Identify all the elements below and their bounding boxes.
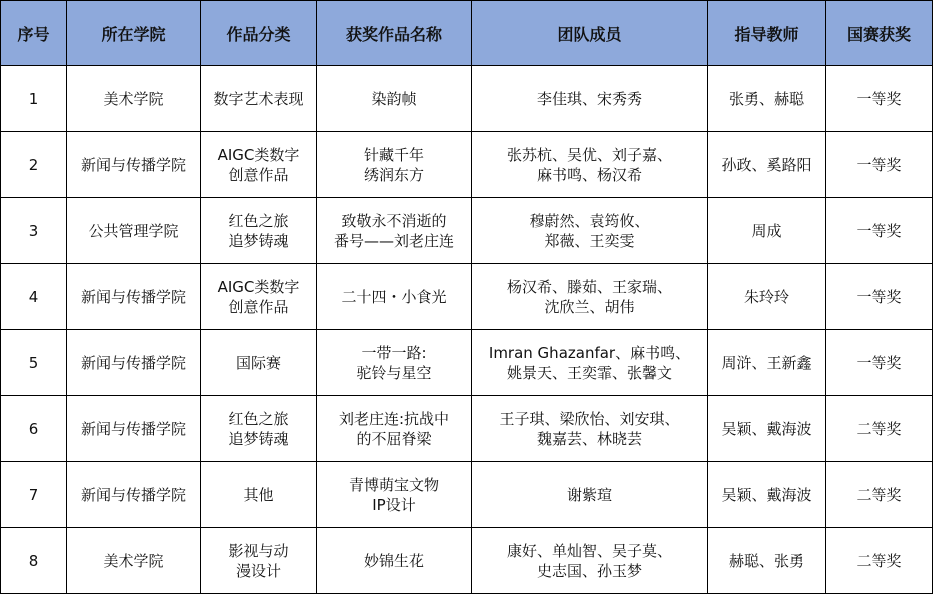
cell-text-line: AIGC类数字 <box>217 277 300 296</box>
cell-text-line: 刘老庄连:抗战中 <box>338 409 450 428</box>
cell-award: 二等奖 <box>826 462 933 528</box>
cell-work-title <box>317 528 472 594</box>
cell-college <box>67 528 201 594</box>
cell-text-line: 沈欣兰、胡伟 <box>544 297 635 316</box>
cell-text-line: 致敬永不消逝的 <box>341 211 447 230</box>
cell-advisors <box>708 132 826 198</box>
cell-text-line: 王子琪、梁欣怡、刘安琪、 <box>499 409 680 428</box>
cell-text-line: 红色之旅 <box>228 409 289 428</box>
cell-text-line: 赫聪、张勇 <box>728 551 804 570</box>
cell-text-line: 康好、单灿智、吴子莫、 <box>506 541 672 560</box>
cell-text-line: 新闻与传播学院 <box>80 287 186 306</box>
cell-text-line: 朱玲玲 <box>743 287 789 306</box>
cell-category <box>201 396 317 462</box>
cell-index: 5 <box>1 330 67 396</box>
cell-text-line: 红色之旅 <box>228 211 289 230</box>
cell-text-line: 新闻与传播学院 <box>80 485 186 504</box>
cell-text-line: 姚景天、王奕霏、张馨文 <box>506 363 672 382</box>
table-row <box>1 132 933 198</box>
table-row <box>1 528 933 594</box>
cell-category <box>201 462 317 528</box>
cell-college <box>67 396 201 462</box>
cell-text-line: 周浒、王新鑫 <box>721 353 812 372</box>
cell-team-members <box>472 462 708 528</box>
table-row <box>1 66 933 132</box>
cell-advisors <box>708 330 826 396</box>
table-header <box>1 1 933 66</box>
cell-team-members <box>472 330 708 396</box>
cell-text-line: 美术学院 <box>103 551 164 570</box>
cell-index: 3 <box>1 198 67 264</box>
cell-advisors <box>708 264 826 330</box>
cell-text-line: 吴颖、戴海波 <box>721 485 812 504</box>
cell-text-line: 染韵帧 <box>371 89 417 108</box>
cell-college <box>67 462 201 528</box>
cell-team-members <box>472 198 708 264</box>
cell-team-members <box>472 528 708 594</box>
cell-text-line: Imran Ghazanfar、麻书鸣、 <box>488 343 691 362</box>
cell-index: 7 <box>1 462 67 528</box>
cell-text-line: 绣润东方 <box>363 165 424 184</box>
cell-work-title <box>317 66 472 132</box>
cell-text-line: 追梦铸魂 <box>228 231 289 250</box>
cell-category <box>201 66 317 132</box>
cell-award: 一等奖 <box>826 198 933 264</box>
cell-award: 二等奖 <box>826 528 933 594</box>
cell-category <box>201 132 317 198</box>
cell-index: 2 <box>1 132 67 198</box>
cell-text-line: 魏嘉芸、林晓芸 <box>536 429 642 448</box>
cell-advisors <box>708 198 826 264</box>
header-cell: 团队成员 <box>472 1 708 66</box>
cell-work-title <box>317 462 472 528</box>
table-body <box>1 66 933 594</box>
cell-text-line: 一带一路: <box>361 343 427 362</box>
cell-award: 二等奖 <box>826 396 933 462</box>
cell-text-line: 数字艺术表现 <box>213 89 304 108</box>
cell-text-line: 青博萌宝文物 <box>348 475 439 494</box>
header-cell: 所在学院 <box>67 1 201 66</box>
table-row <box>1 198 933 264</box>
cell-index: 1 <box>1 66 67 132</box>
cell-award: 一等奖 <box>826 132 933 198</box>
cell-index: 4 <box>1 264 67 330</box>
cell-text-line: 驼铃与星空 <box>356 363 432 382</box>
header-cell: 序号 <box>1 1 67 66</box>
cell-category <box>201 264 317 330</box>
cell-category <box>201 198 317 264</box>
cell-text-line: 创意作品 <box>228 297 289 316</box>
cell-work-title <box>317 264 472 330</box>
cell-award: 一等奖 <box>826 330 933 396</box>
cell-text-line: 新闻与传播学院 <box>80 419 186 438</box>
cell-work-title <box>317 198 472 264</box>
cell-text-line: 国际赛 <box>235 353 281 372</box>
cell-text-line: 张苏杭、吴优、刘子嘉、 <box>506 145 672 164</box>
cell-advisors <box>708 528 826 594</box>
cell-text-line: 其他 <box>243 485 274 504</box>
table-row <box>1 264 933 330</box>
cell-text-line: 穆蔚然、袁筠攸、 <box>529 211 650 230</box>
cell-work-title <box>317 330 472 396</box>
cell-advisors <box>708 66 826 132</box>
cell-text-line: 郑薇、王奕雯 <box>544 231 635 250</box>
cell-college <box>67 330 201 396</box>
cell-team-members <box>472 264 708 330</box>
cell-text-line: 番号——刘老庄连 <box>333 231 454 250</box>
cell-college <box>67 132 201 198</box>
cell-category <box>201 528 317 594</box>
cell-text-line: 影视与动 <box>228 541 289 560</box>
cell-text-line: 吴颖、戴海波 <box>721 419 812 438</box>
cell-text-line: 杨汉希、滕茹、王家瑞、 <box>506 277 672 296</box>
cell-award: 一等奖 <box>826 264 933 330</box>
header-cell: 作品分类 <box>201 1 317 66</box>
cell-college <box>67 66 201 132</box>
cell-text-line: 妙锦生花 <box>363 551 424 570</box>
cell-text-line: IP设计 <box>372 495 416 514</box>
cell-team-members <box>472 66 708 132</box>
table-row <box>1 396 933 462</box>
cell-team-members <box>472 132 708 198</box>
header-cell: 获奖作品名称 <box>317 1 472 66</box>
cell-advisors <box>708 396 826 462</box>
cell-text-line: 周成 <box>751 221 782 240</box>
cell-team-members <box>472 396 708 462</box>
cell-text-line: 追梦铸魂 <box>228 429 289 448</box>
cell-text-line: 美术学院 <box>103 89 164 108</box>
cell-index: 8 <box>1 528 67 594</box>
cell-text-line: 孙政、奚路阳 <box>721 155 812 174</box>
cell-award: 一等奖 <box>826 66 933 132</box>
cell-category <box>201 330 317 396</box>
header-cell: 国赛获奖 <box>826 1 933 66</box>
cell-text-line: 漫设计 <box>235 561 281 580</box>
cell-text-line: 谢紫瑄 <box>566 485 612 504</box>
cell-text-line: 二十四・小食光 <box>341 287 447 306</box>
cell-advisors <box>708 462 826 528</box>
header-row <box>1 1 933 66</box>
cell-text-line: 创意作品 <box>228 165 289 184</box>
cell-text-line: 的不屈脊梁 <box>356 429 432 448</box>
cell-text-line: AIGC类数字 <box>217 145 300 164</box>
cell-text-line: 针藏千年 <box>363 145 424 164</box>
table-row <box>1 330 933 396</box>
cell-college <box>67 198 201 264</box>
cell-work-title <box>317 132 472 198</box>
cell-work-title <box>317 396 472 462</box>
header-cell: 指导教师 <box>708 1 826 66</box>
cell-text-line: 新闻与传播学院 <box>80 155 186 174</box>
cell-text-line: 张勇、赫聪 <box>728 89 804 108</box>
cell-text-line: 麻书鸣、杨汉希 <box>536 165 642 184</box>
cell-text-line: 公共管理学院 <box>88 221 179 240</box>
cell-text-line: 李佳琪、宋秀秀 <box>536 89 642 108</box>
cell-index: 6 <box>1 396 67 462</box>
cell-college <box>67 264 201 330</box>
cell-text-line: 史志国、孙玉梦 <box>536 561 642 580</box>
table-row <box>1 462 933 528</box>
cell-text-line: 新闻与传播学院 <box>80 353 186 372</box>
